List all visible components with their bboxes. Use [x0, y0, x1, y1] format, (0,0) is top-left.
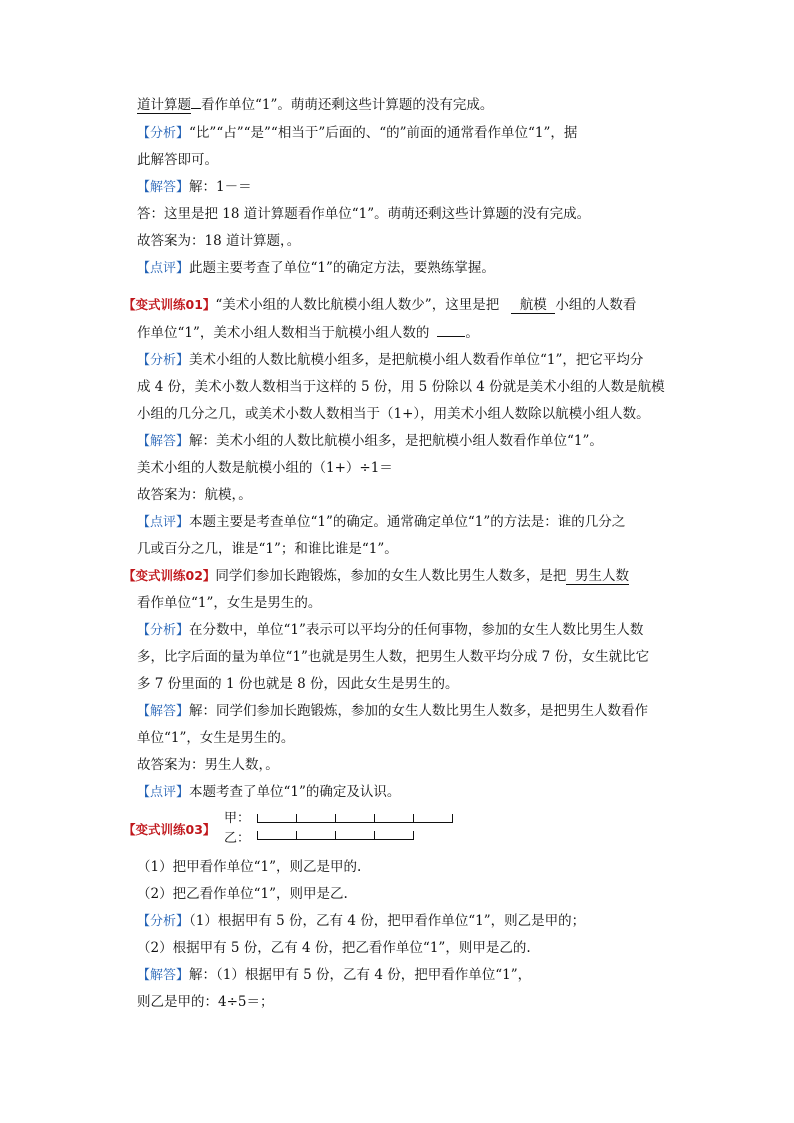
ex03-q1: （1）把甲看作单位“1”，则乙是甲的. — [137, 859, 362, 875]
ex03-q2: （2）把乙看作单位“1”，则甲是乙. — [137, 886, 348, 902]
ex01-analysis: 【分析】美术小组的人数比航模小组多，是把航模小组人数看作单位“1”，把它平均分 — [137, 352, 644, 368]
ex02-analysis: 【分析】在分数中，单位“1”表示可以平均分的任何事物，参加的女生人数比男生人数 — [137, 622, 644, 638]
segment-bar-yi — [257, 831, 413, 847]
comment-tag: 【点评】 — [137, 515, 190, 530]
answer-tag: 【解答】 — [137, 180, 190, 195]
ex03-analysis: 【分析】（1）根据甲有 5 份，乙有 4 份，把甲看作单位“1”，则乙是甲的； — [137, 913, 586, 929]
ex01-comment-2: 几或百分之几，谁是“1”；和谁比谁是“1”。 — [137, 541, 398, 557]
intro-line1: 道计算题 看作单位“1”。萌萌还剩这些计算题的没有完成。 — [137, 97, 494, 113]
bar-jia-tick — [413, 814, 414, 823]
ex01-answer: 【解答】解：美术小组的人数比航模小组多，是把航模小组人数看作单位“1”。 — [137, 433, 603, 449]
ex02-answer: 【解答】解：同学们参加长跑锻炼，参加的女生人数比男生人数多，是把男生人数看作 — [137, 703, 649, 719]
ex01-blank — [437, 324, 465, 337]
ex01-analysis-3: 小组的几分之几，或美术小数人数相当于（1+），用美术小组人数除以航模小组人数。 — [137, 406, 650, 422]
analysis-tag: 【分析】 — [137, 126, 190, 141]
ex01-question-line2: 作单位“1”，美术小组人数相当于航模小组人数的 。 — [137, 325, 479, 341]
bar-jia-tick — [374, 814, 375, 823]
ex02-answer-3: 故答案为：男生人数，。 — [137, 757, 279, 773]
intro-answer-3: 故答案为：18 道计算题，。 — [137, 233, 301, 249]
ex02-fill-answer: 男生人数 — [566, 568, 629, 585]
ex03-analysis-2: （2）根据甲有 5 份，乙有 4 份，把乙看作单位“1”，则甲是乙的. — [137, 940, 531, 956]
bar-yi-tick — [335, 831, 336, 840]
ex03-label-jia: 甲： — [224, 811, 251, 826]
ex02-question-line2: 看作单位“1”，女生是男生的。 — [137, 595, 322, 611]
ex03-answer: 【解答】解：（1）根据甲有 5 份，乙有 4 份，把甲看作单位“1”， — [137, 967, 532, 983]
intro-comment: 【点评】此题主要考查了单位“1”的确定方法，要熟练掌握。 — [137, 260, 495, 276]
ex01-answer-3: 故答案为：航模，。 — [137, 487, 252, 503]
intro-answer: 【解答】解：1－＝ — [137, 179, 252, 195]
bar-jia-tick — [452, 814, 453, 823]
ex01-tag: 【变式训练01】 — [123, 297, 216, 312]
analysis-tag: 【分析】 — [137, 914, 190, 929]
bar-yi-tick — [374, 831, 375, 840]
bar-jia-tick — [335, 814, 336, 823]
answer-tag: 【解答】 — [137, 968, 190, 983]
intro-answer-2: 答：这里是把 18 道计算题看作单位“1”。萌萌还剩这些计算题的没有完成。 — [137, 206, 591, 222]
ex03-tag: 【变式训练03】 — [123, 822, 216, 837]
analysis-tag: 【分析】 — [137, 353, 190, 368]
ex01-fill-answer: 航模 — [511, 297, 555, 314]
ex01-answer-2: 美术小组的人数是航模小组的（1+）÷1＝ — [137, 460, 393, 476]
ex03-answer-2: 则乙是甲的：4÷5＝； — [137, 994, 274, 1010]
intro-analysis-cont: 此解答即可。 — [137, 152, 218, 168]
comment-tag: 【点评】 — [137, 785, 190, 800]
intro-underlined-answer: 道计算题 — [137, 97, 191, 113]
segment-bar-jia — [257, 814, 452, 830]
bar-jia-tick — [296, 814, 297, 823]
bar-jia-baseline — [257, 822, 452, 823]
ex01-analysis-2: 成 4 份，美术小数人数相当于这样的 5 份，用 5 份除以 4 份就是美术小组的人数是航模 — [137, 379, 665, 395]
ex03-tag-line — [123, 821, 215, 839]
ex01-comment: 【点评】本题主要是考查单位“1”的确定。通常确定单位“1”的方法是：谁的几分之 — [137, 514, 626, 530]
ex02-tag: 【变式训练02】 — [123, 568, 216, 583]
bar-yi-tick — [413, 831, 414, 840]
comment-tag: 【点评】 — [137, 261, 190, 276]
ex02-comment: 【点评】本题考查了单位“1”的确定及认识。 — [137, 784, 401, 800]
bar-yi-tick — [257, 831, 258, 840]
bar-yi-tick — [296, 831, 297, 840]
ex02-analysis-2: 多，比字后面的量为单位“1”也就是男生人数，把男生人数平均分成 7 份，女生就比它 — [137, 649, 650, 665]
bar-jia-tick — [257, 814, 258, 823]
ex02-analysis-3: 多 7 份里面的 1 份也就是 8 份，因此女生是男生的。 — [137, 676, 459, 692]
answer-tag: 【解答】 — [137, 434, 190, 449]
intro-analysis: 【分析】“比”“占”“是”“相当于”后面的、“的”前面的通常看作单位“1”，据 — [137, 125, 578, 141]
ex02-question-line1: 【变式训练02】同学们参加长跑锻炼，参加的女生人数比男生人数多，是把 男生人数 — [123, 568, 629, 584]
analysis-tag: 【分析】 — [137, 623, 190, 638]
answer-tag: 【解答】 — [137, 704, 190, 719]
ex01-question-line1: 【变式训练01】“美术小组的人数比航模小组人数少”，这里是把 航模 小组的人数看 — [123, 297, 637, 313]
ex03-label-yi: 乙： — [224, 831, 251, 846]
ex02-answer-2: 单位“1”，女生是男生的。 — [137, 730, 295, 746]
